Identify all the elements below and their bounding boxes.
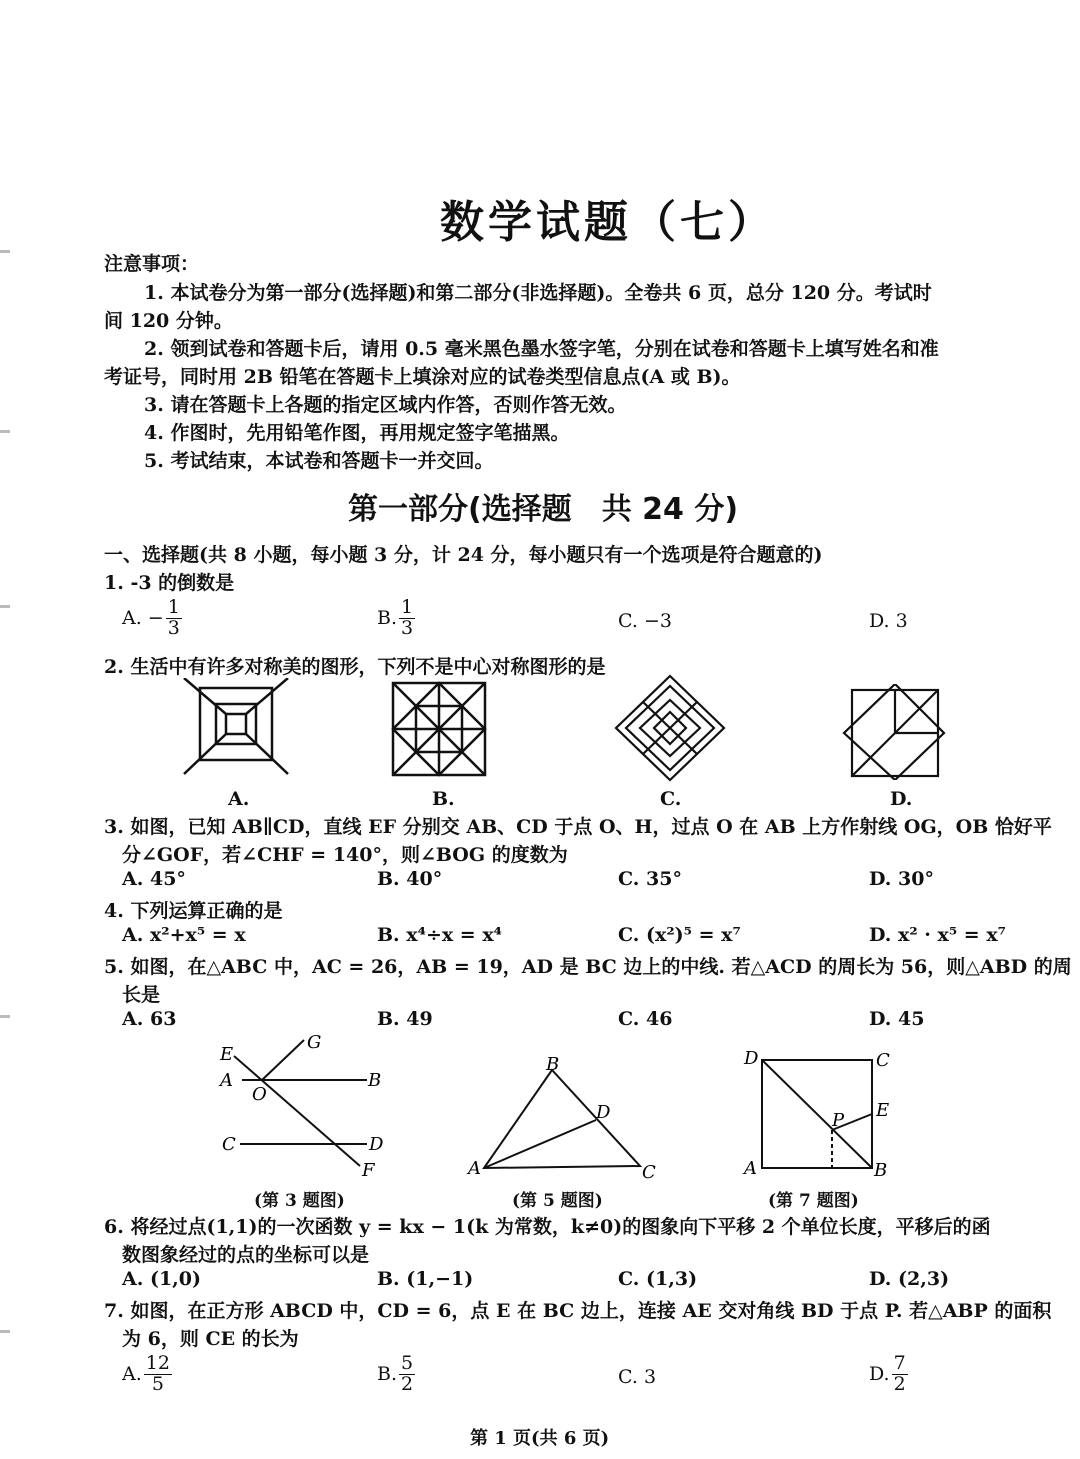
q6-option-d: D. (2,3) — [869, 1268, 950, 1290]
q1-b-den: 3 — [401, 616, 414, 639]
q7-option-b — [377, 1354, 415, 1395]
q7-option-c: C. 3 — [618, 1366, 657, 1388]
q2-option-d: D. — [890, 788, 913, 810]
notice-item-5: 5. 考试结束，本试卷和答题卡一并交回。 — [144, 450, 494, 472]
q5-option-d: D. 45 — [869, 1008, 925, 1030]
q1-b-fraction — [399, 598, 415, 639]
q7-option-d — [869, 1354, 908, 1395]
q7-d-fraction — [892, 1354, 908, 1395]
q1-a-den: 3 — [167, 616, 180, 639]
q1-option-a — [122, 598, 182, 639]
page-footer: 第 1 页(共 6 页) — [470, 1428, 610, 1449]
q6-line-2: 数图象经过的点的坐标可以是 — [122, 1244, 370, 1266]
q7-a-prefix: A. — [122, 1363, 142, 1386]
fig3-label-g: G — [307, 1032, 322, 1053]
q1-stem: 1. -3 的倒数是 — [104, 572, 235, 594]
fig7-label-d: D — [744, 1048, 759, 1069]
q6-line-1: 6. 将经过点(1,1)的一次函数 y = kx − 1(k 为常数，k≠0)的图象向下平移 2 个单位长度，平移后的函 — [104, 1216, 991, 1238]
q7-line-2: 为 6，则 CE 的长为 — [122, 1328, 299, 1350]
q5-option-b: B. 49 — [377, 1008, 433, 1030]
notice-item-1: 1. 本试卷分为第一部分(选择题)和第二部分(非选择题)。全卷共 6 页，总分 120 分。考试时 — [144, 282, 932, 304]
fig5-label-c: C — [642, 1162, 656, 1182]
fig3-label-f: F — [362, 1160, 375, 1180]
q2-option-a: A. — [228, 788, 250, 810]
fig3-label-o: O — [252, 1084, 267, 1105]
q5-option-a: A. 63 — [122, 1008, 177, 1030]
q4-option-a: A. x²+x⁵ = x — [122, 924, 246, 946]
q4-option-c: C. (x²)⁵ = x⁷ — [618, 924, 741, 946]
notice-item-3: 3. 请在答题卡上各题的指定区域内作答，否则作答无效。 — [144, 394, 627, 416]
q3-option-a: A. 45° — [122, 868, 186, 890]
q7-a-fraction — [144, 1354, 172, 1395]
q4-option-b: B. x⁴÷x = x⁴ — [377, 924, 502, 946]
q1-a-prefix: A. − — [122, 607, 164, 630]
q1-a-fraction — [166, 598, 182, 639]
q5-line-1: 5. 如图，在△ABC 中，AC = 26，AB = 19，AD 是 BC 边上的中线. 若△ACD 的周长为 56，则△ABD 的周 — [104, 956, 1072, 978]
page-title: 数学试题（七） — [440, 197, 776, 248]
q2-stem: 2. 生活中有许多对称美的图形，下列不是中心对称图形的是 — [104, 656, 606, 678]
q1-a-num: 1 — [167, 596, 180, 618]
fig3-label-b: B — [368, 1070, 382, 1091]
q7-a-num: 12 — [145, 1352, 170, 1374]
q7-b-fraction — [399, 1354, 415, 1395]
q1-b-prefix: B. — [377, 607, 398, 630]
fig7-label-b: B — [874, 1160, 888, 1180]
q2-figure-c — [612, 672, 728, 784]
q2-figure-b — [388, 678, 492, 778]
q7-d-den: 2 — [893, 1372, 906, 1395]
fig7-label-e: E — [876, 1100, 890, 1121]
part1-title: 第一部分(选择题 共 24 分) — [348, 492, 739, 527]
q3-option-d: D. 30° — [869, 868, 934, 890]
fig3-label-e: E — [220, 1044, 234, 1065]
q1-option-b — [377, 598, 415, 639]
notice-item-4: 4. 作图时，先用铅笔作图，再用规定签字笔描黑。 — [144, 422, 570, 444]
q7-b-prefix: B. — [377, 1363, 398, 1386]
q3-option-b: B. 40° — [377, 868, 443, 890]
fig3-label-d: D — [369, 1134, 384, 1155]
q4-option-d: D. x² · x⁵ = x⁷ — [869, 924, 1006, 946]
fig5-label-a: A — [468, 1158, 481, 1179]
q5-option-c: C. 46 — [618, 1008, 673, 1030]
fig5-label-d: D — [596, 1102, 611, 1123]
q3-option-c: C. 35° — [618, 868, 682, 890]
q6-option-b: B. (1,−1) — [377, 1268, 474, 1290]
q1-option-d: D. 3 — [869, 610, 908, 632]
notice-heading: 注意事项： — [104, 253, 200, 275]
fig3-label-a: A — [220, 1070, 233, 1091]
q3-line-2: 分∠GOF，若∠CHF = 140°，则∠BOG 的度数为 — [122, 844, 568, 866]
fig3-caption: (第 3 题图) — [254, 1191, 345, 1211]
q7-d-num: 7 — [893, 1352, 906, 1374]
figure-q5 — [462, 1050, 662, 1182]
notice-item-2-cont: 考证号，同时用 2B 铅笔在答题卡上填涂对应的试卷类型信息点(A 或 B)。 — [104, 366, 741, 388]
fig7-caption: (第 7 题图) — [768, 1191, 859, 1211]
section-intro: 一、选择题(共 8 小题，每小题 3 分，计 24 分，每小题只有一个选项是符合题意的) — [104, 544, 823, 566]
fig3-label-c: C — [222, 1134, 236, 1155]
q2-option-b: B. — [432, 788, 455, 810]
q7-d-prefix: D. — [869, 1363, 890, 1386]
q5-line-2: 长是 — [122, 984, 161, 1006]
q7-b-num: 5 — [401, 1352, 414, 1374]
notice-item-2: 2. 领到试卷和答题卡后，请用 0.5 毫米黑色墨水签字笔，分别在试卷和答题卡上填写姓名和准 — [144, 338, 939, 360]
q7-option-a — [122, 1354, 172, 1395]
q1-option-c: C. −3 — [618, 610, 672, 632]
fig5-label-b: B — [546, 1054, 560, 1075]
q3-line-1: 3. 如图，已知 AB∥CD，直线 EF 分别交 AB、CD 于点 O、H，过点 O 在 AB 上方作射线 OG，OB 恰好平 — [104, 816, 1052, 838]
q1-b-num: 1 — [401, 596, 414, 618]
figure-q3 — [212, 1030, 402, 1180]
notice-item-1-cont: 间 120 分钟。 — [104, 310, 233, 332]
q2-option-c: C. — [660, 788, 682, 810]
fig7-label-p: P — [832, 1110, 845, 1131]
fig7-label-c: C — [876, 1050, 890, 1071]
fig5-caption: (第 5 题图) — [512, 1191, 603, 1211]
q6-option-c: C. (1,3) — [618, 1268, 698, 1290]
q4-stem: 4. 下列运算正确的是 — [104, 900, 283, 922]
q2-figure-d — [840, 684, 952, 780]
q2-figure-a — [180, 678, 290, 778]
q7-line-1: 7. 如图，在正方形 ABCD 中，CD = 6，点 E 在 BC 边上，连接 AE 交对角线 BD 于点 P. 若△ABP 的面积 — [104, 1300, 1052, 1322]
q7-b-den: 2 — [401, 1372, 414, 1395]
q6-option-a: A. (1,0) — [122, 1268, 202, 1290]
fig7-label-a: A — [744, 1158, 757, 1179]
q7-a-den: 5 — [151, 1372, 164, 1395]
figure-q7 — [740, 1044, 900, 1180]
